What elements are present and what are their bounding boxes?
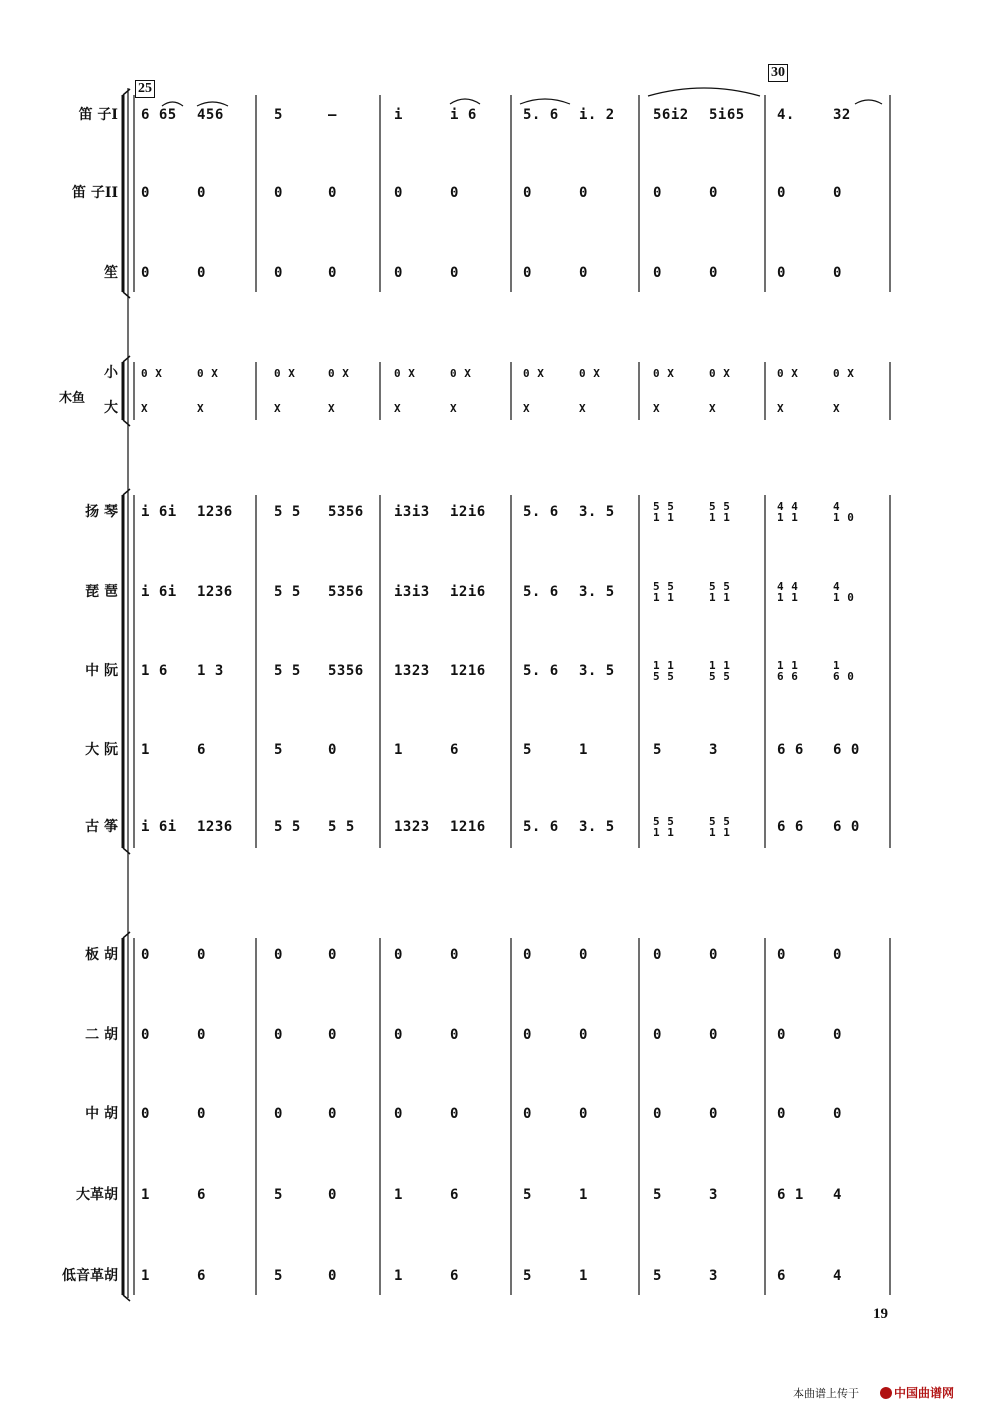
bracket-hook bbox=[123, 420, 130, 426]
note-cell: 0 bbox=[709, 1027, 718, 1043]
note-cell: 0 bbox=[197, 947, 206, 963]
instrument-label: 笛 子I bbox=[78, 107, 118, 123]
note-cell: 0 bbox=[833, 1027, 842, 1043]
note-cell: i 6i bbox=[141, 504, 177, 520]
instrument-label: 笛 子II bbox=[72, 185, 118, 201]
note-cell: 5. 6 bbox=[523, 107, 559, 123]
note-cell: 456 bbox=[197, 107, 224, 123]
note-cell: X bbox=[709, 402, 717, 415]
note-cell: 32 bbox=[833, 107, 851, 123]
note-cell: 0 bbox=[777, 1106, 786, 1122]
bracket-hook bbox=[123, 489, 130, 495]
note-cell: 5 5 1 1 bbox=[709, 815, 731, 839]
bracket-hook bbox=[123, 848, 130, 854]
slur bbox=[648, 88, 760, 96]
note-cell: 5 bbox=[274, 1268, 283, 1284]
note-cell: 0 bbox=[274, 1106, 283, 1122]
slur bbox=[162, 102, 183, 106]
note-cell: 4. bbox=[777, 107, 795, 123]
note-cell: X bbox=[579, 402, 587, 415]
note-cell: 3. 5 bbox=[579, 584, 615, 600]
note-cell: 4 bbox=[833, 1187, 842, 1203]
note-cell: 1 6 0 bbox=[833, 659, 855, 683]
note-cell: 3. 5 bbox=[579, 504, 615, 520]
site-logo bbox=[880, 1384, 954, 1401]
note-cell: 0 bbox=[579, 185, 588, 201]
note-cell: 0 X bbox=[328, 367, 350, 380]
note-cell: 5i65 bbox=[709, 107, 745, 123]
note-cell: 0 bbox=[328, 265, 337, 281]
note-cell: 5 5 1 1 bbox=[653, 815, 675, 839]
note-cell: 1 bbox=[579, 1187, 588, 1203]
note-cell: 1 bbox=[579, 1268, 588, 1284]
note-cell: 1 3 bbox=[197, 663, 224, 679]
slur bbox=[450, 99, 480, 104]
note-cell: 0 bbox=[197, 185, 206, 201]
note-cell: 5 5 bbox=[274, 504, 301, 520]
instrument-label: 扬 琴 bbox=[85, 504, 118, 520]
note-cell: 5 bbox=[523, 1268, 532, 1284]
note-cell: 6 bbox=[450, 1187, 459, 1203]
note-cell: 1 bbox=[394, 1268, 403, 1284]
upload-credit: 本曲谱上传于 bbox=[793, 1387, 859, 1400]
note-cell: 5 5 bbox=[274, 584, 301, 600]
note-cell: 1216 bbox=[450, 663, 486, 679]
note-cell: i3i3 bbox=[394, 584, 430, 600]
note-cell: 0 X bbox=[274, 367, 296, 380]
note-cell: 5. 6 bbox=[523, 504, 559, 520]
note-cell: 1323 bbox=[394, 819, 430, 835]
note-cell: 5. 6 bbox=[523, 663, 559, 679]
note-cell: 0 bbox=[833, 947, 842, 963]
slur bbox=[855, 100, 882, 104]
note-cell: 0 bbox=[450, 185, 459, 201]
note-cell: X bbox=[653, 402, 661, 415]
note-cell: 0 bbox=[141, 1027, 150, 1043]
note-cell: 0 bbox=[777, 265, 786, 281]
note-cell: 1 bbox=[579, 742, 588, 758]
note-cell: 3 bbox=[709, 1268, 718, 1284]
bracket-hook bbox=[123, 89, 130, 95]
note-cell: X bbox=[328, 402, 336, 415]
note-cell: 0 X bbox=[450, 367, 472, 380]
instrument-label: 古 筝 bbox=[85, 819, 118, 835]
note-cell: 1 bbox=[141, 742, 150, 758]
note-cell: 0 bbox=[450, 1027, 459, 1043]
note-cell: 0 bbox=[450, 265, 459, 281]
instrument-label: 二 胡 bbox=[85, 1027, 118, 1043]
note-cell: 0 X bbox=[833, 367, 855, 380]
note-cell: 0 bbox=[274, 185, 283, 201]
note-cell: 4 4 1 1 bbox=[777, 580, 799, 604]
note-cell: 5356 bbox=[328, 584, 364, 600]
note-cell: 0 bbox=[523, 265, 532, 281]
note-cell: 1 bbox=[141, 1187, 150, 1203]
slur bbox=[520, 99, 570, 104]
note-cell: 1 bbox=[394, 742, 403, 758]
note-cell: 0 bbox=[328, 1106, 337, 1122]
note-cell: 3. 5 bbox=[579, 819, 615, 835]
note-cell: 0 X bbox=[777, 367, 799, 380]
instrument-label: 低音革胡 bbox=[62, 1268, 118, 1284]
note-cell: 6 bbox=[450, 742, 459, 758]
note-cell: 0 bbox=[394, 947, 403, 963]
note-cell: 0 bbox=[328, 947, 337, 963]
note-cell: 5 bbox=[653, 1268, 662, 1284]
note-cell: 0 X bbox=[394, 367, 416, 380]
instrument-label: 大 bbox=[104, 400, 118, 416]
note-cell: 5. 6 bbox=[523, 819, 559, 835]
site-logo-icon bbox=[880, 1387, 892, 1399]
note-cell: 6 bbox=[197, 1187, 206, 1203]
instrument-label: 小 bbox=[104, 365, 118, 381]
note-cell: 6 bbox=[197, 742, 206, 758]
note-cell: 0 bbox=[450, 947, 459, 963]
note-cell: i2i6 bbox=[450, 504, 486, 520]
instrument-label: 大革胡 bbox=[76, 1187, 118, 1203]
note-cell: 0 bbox=[777, 1027, 786, 1043]
note-cell: 5 5 1 1 bbox=[653, 500, 675, 524]
note-cell: 0 bbox=[328, 1187, 337, 1203]
note-cell: 0 bbox=[709, 185, 718, 201]
note-cell: 0 bbox=[328, 742, 337, 758]
note-cell: 0 bbox=[197, 1027, 206, 1043]
note-cell: 1 6 bbox=[141, 663, 168, 679]
note-cell: X bbox=[141, 402, 149, 415]
rehearsal-mark-25: 25 bbox=[135, 80, 155, 98]
instrument-label: 琵 琶 bbox=[85, 584, 118, 600]
note-cell: 5 5 1 1 bbox=[709, 580, 731, 604]
note-cell: 1236 bbox=[197, 819, 233, 835]
note-cell: 5 bbox=[274, 1187, 283, 1203]
note-cell: 5 5 bbox=[274, 819, 301, 835]
note-cell: 1236 bbox=[197, 504, 233, 520]
page-number: 19 bbox=[873, 1306, 888, 1322]
note-cell: 0 bbox=[141, 265, 150, 281]
note-cell: 0 bbox=[328, 1268, 337, 1284]
note-cell: 0 X bbox=[141, 367, 163, 380]
note-cell: 0 bbox=[328, 1027, 337, 1043]
note-cell: 5 bbox=[274, 107, 283, 123]
note-cell: 0 bbox=[579, 1027, 588, 1043]
note-cell: 0 bbox=[274, 1027, 283, 1043]
note-cell: 5 bbox=[653, 1187, 662, 1203]
note-cell: 5 bbox=[523, 742, 532, 758]
note-cell: 4 bbox=[833, 1268, 842, 1284]
note-cell: 4 1 0 bbox=[833, 580, 855, 604]
note-cell: 0 bbox=[274, 265, 283, 281]
note-cell: 5 5 1 1 bbox=[653, 580, 675, 604]
note-cell: 6 1 bbox=[777, 1187, 804, 1203]
note-cell: 1 bbox=[394, 1187, 403, 1203]
note-cell: 3 bbox=[709, 742, 718, 758]
instrument-label: 板 胡 bbox=[85, 947, 118, 963]
note-cell: 0 bbox=[709, 265, 718, 281]
note-cell: 5. 6 bbox=[523, 584, 559, 600]
note-cell: i 6i bbox=[141, 819, 177, 835]
note-cell: 4 1 0 bbox=[833, 500, 855, 524]
note-cell: 0 bbox=[653, 1027, 662, 1043]
note-cell: 1 1 5 5 bbox=[709, 659, 731, 683]
note-cell: i3i3 bbox=[394, 504, 430, 520]
note-cell: 5356 bbox=[328, 663, 364, 679]
note-cell: 0 bbox=[523, 1027, 532, 1043]
note-cell: 0 X bbox=[523, 367, 545, 380]
note-cell: i bbox=[394, 107, 403, 123]
note-cell: 1 1 6 6 bbox=[777, 659, 799, 683]
woodfish-group-label: 木鱼 bbox=[59, 391, 86, 406]
note-cell: 0 bbox=[579, 265, 588, 281]
note-cell: 1216 bbox=[450, 819, 486, 835]
note-cell: i 6 bbox=[450, 107, 477, 123]
note-cell: 5 bbox=[274, 742, 283, 758]
note-cell: 3 bbox=[709, 1187, 718, 1203]
note-cell: 0 bbox=[833, 1106, 842, 1122]
note-cell: 0 bbox=[579, 947, 588, 963]
note-cell: 1323 bbox=[394, 663, 430, 679]
instrument-label: 中 胡 bbox=[85, 1106, 118, 1122]
note-cell: 1236 bbox=[197, 584, 233, 600]
note-cell: – bbox=[328, 107, 337, 123]
note-cell: 0 bbox=[523, 947, 532, 963]
instrument-label: 笙 bbox=[104, 265, 118, 281]
slur bbox=[197, 102, 228, 106]
note-cell: 0 bbox=[394, 265, 403, 281]
note-cell: 5 5 bbox=[274, 663, 301, 679]
note-cell: 0 bbox=[141, 947, 150, 963]
note-cell: 3. 5 bbox=[579, 663, 615, 679]
rehearsal-mark-30: 30 bbox=[768, 64, 788, 82]
note-cell: 0 bbox=[523, 185, 532, 201]
note-cell: X bbox=[833, 402, 841, 415]
note-cell: 5 5 1 1 bbox=[709, 500, 731, 524]
note-cell: 0 bbox=[523, 1106, 532, 1122]
note-cell: 6 0 bbox=[833, 742, 860, 758]
note-cell: 0 bbox=[777, 947, 786, 963]
note-cell: 0 bbox=[833, 185, 842, 201]
note-cell: 0 bbox=[197, 1106, 206, 1122]
note-cell: 6 bbox=[450, 1268, 459, 1284]
note-cell: 0 bbox=[653, 265, 662, 281]
note-cell: 0 bbox=[709, 1106, 718, 1122]
note-cell: 0 bbox=[450, 1106, 459, 1122]
note-cell: 0 X bbox=[197, 367, 219, 380]
note-cell: 5356 bbox=[328, 504, 364, 520]
note-cell: 0 bbox=[579, 1106, 588, 1122]
instrument-label: 中 阮 bbox=[85, 663, 118, 679]
note-cell: i2i6 bbox=[450, 584, 486, 600]
note-cell: X bbox=[523, 402, 531, 415]
note-cell: 6 65 bbox=[141, 107, 177, 123]
site-name: 中国曲谱网 bbox=[894, 1386, 955, 1400]
note-cell: 6 6 bbox=[777, 742, 804, 758]
note-cell: 1 1 5 5 bbox=[653, 659, 675, 683]
note-cell: 0 bbox=[653, 947, 662, 963]
note-cell: 5 bbox=[653, 742, 662, 758]
note-cell: 1 bbox=[141, 1268, 150, 1284]
note-cell: X bbox=[197, 402, 205, 415]
note-cell: 0 bbox=[394, 185, 403, 201]
note-cell: 0 bbox=[709, 947, 718, 963]
note-cell: 6 bbox=[197, 1268, 206, 1284]
note-cell: 4 4 1 1 bbox=[777, 500, 799, 524]
note-cell: i. 2 bbox=[579, 107, 615, 123]
note-cell: 0 X bbox=[709, 367, 731, 380]
note-cell: 0 bbox=[777, 185, 786, 201]
note-cell: 0 X bbox=[653, 367, 675, 380]
note-cell: 5 5 bbox=[328, 819, 355, 835]
note-cell: 56i2 bbox=[653, 107, 689, 123]
note-cell: 0 bbox=[328, 185, 337, 201]
note-cell: 0 X bbox=[579, 367, 601, 380]
note-cell: 6 6 bbox=[777, 819, 804, 835]
bracket-hook bbox=[123, 932, 130, 938]
note-cell: 5 bbox=[523, 1187, 532, 1203]
note-cell: X bbox=[394, 402, 402, 415]
note-cell: X bbox=[450, 402, 458, 415]
bracket-hook bbox=[123, 1295, 130, 1301]
note-cell: 0 bbox=[653, 185, 662, 201]
note-cell: 6 0 bbox=[833, 819, 860, 835]
note-cell: 0 bbox=[394, 1027, 403, 1043]
note-cell: 0 bbox=[274, 947, 283, 963]
note-cell: X bbox=[274, 402, 282, 415]
note-cell: 0 bbox=[653, 1106, 662, 1122]
note-cell: 0 bbox=[197, 265, 206, 281]
note-cell: 0 bbox=[141, 185, 150, 201]
note-cell: 0 bbox=[833, 265, 842, 281]
instrument-label: 大 阮 bbox=[85, 742, 118, 758]
bracket-hook bbox=[123, 356, 130, 362]
note-cell: 0 bbox=[141, 1106, 150, 1122]
note-cell: 0 bbox=[394, 1106, 403, 1122]
note-cell: X bbox=[777, 402, 785, 415]
note-cell: 6 bbox=[777, 1268, 786, 1284]
bracket-hook bbox=[123, 292, 130, 298]
note-cell: i 6i bbox=[141, 584, 177, 600]
